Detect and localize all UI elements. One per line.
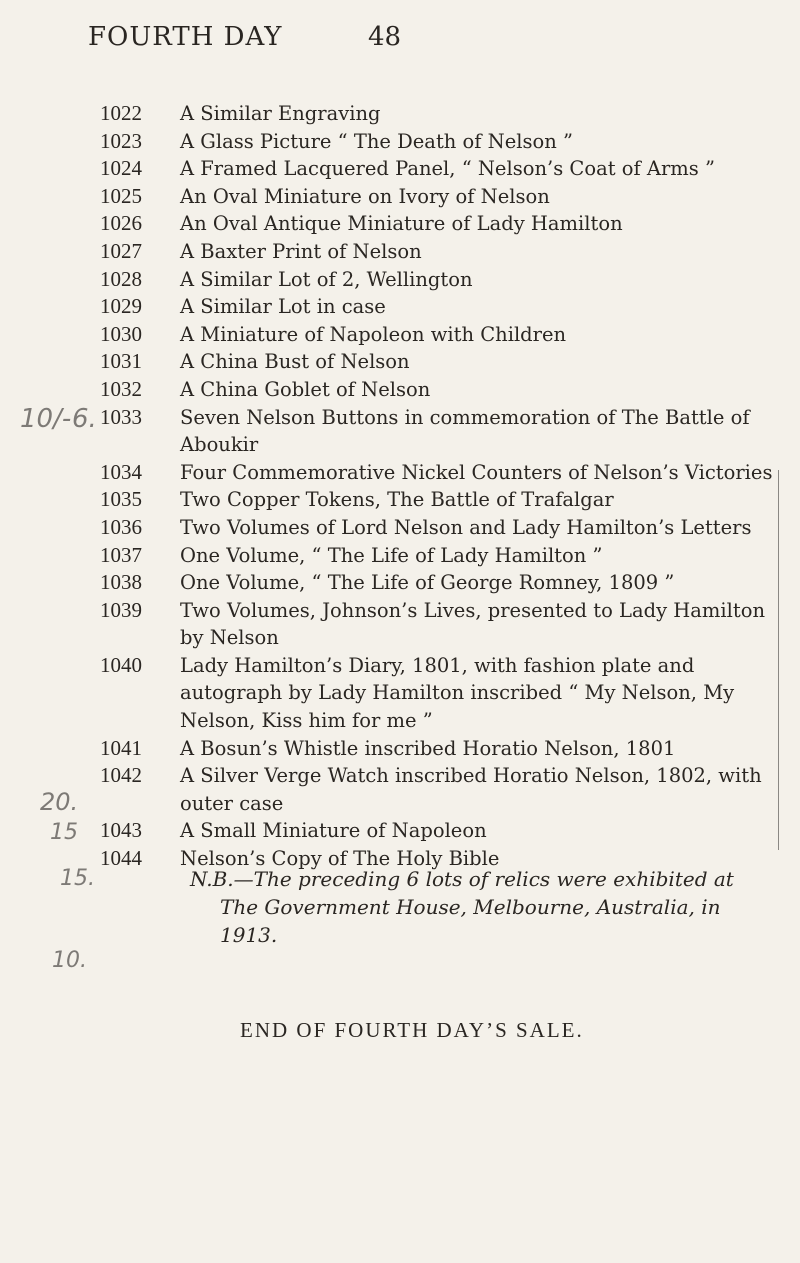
lot-number: 1033 xyxy=(100,404,142,429)
pencil-annotation: 20. xyxy=(40,788,79,816)
page-title: FOURTH DAY xyxy=(88,22,283,52)
lot-row xyxy=(100,321,790,349)
lot-row xyxy=(100,183,790,211)
lot-row xyxy=(100,735,790,763)
lot-number: 1042 xyxy=(100,763,142,788)
lot-description: A Baxter Print of Nelson xyxy=(180,239,422,263)
lot-description: A Similar Lot in case xyxy=(180,295,386,319)
lot-description: A Framed Lacquered Panel, “ Nelson’s Coat of Arms ” xyxy=(180,157,715,181)
lot-description: Lady Hamilton’s Diary, 1801, with fashion plate and autograph by Lady Hamilton inscribed “ My Nelson, My Nelson, Kiss him for me ” xyxy=(180,653,735,733)
lot-number: 1023 xyxy=(100,128,142,153)
lot-number: 1039 xyxy=(100,597,142,622)
lot-row xyxy=(100,238,790,266)
lot-number: 1035 xyxy=(100,487,142,512)
lot-number: 1024 xyxy=(100,156,142,181)
nb-note xyxy=(190,865,740,949)
lot-number: 1027 xyxy=(100,238,142,263)
pencil-annotation: 15 xyxy=(50,820,78,845)
lot-description: Nelson’s Copy of The Holy Bible xyxy=(180,847,500,871)
lot-number: 1040 xyxy=(100,652,142,677)
pencil-annotation: 10. xyxy=(52,948,87,973)
lot-number: 1034 xyxy=(100,459,142,484)
lot-number: 1026 xyxy=(100,211,142,236)
lot-row xyxy=(100,348,790,376)
lot-row xyxy=(100,486,790,514)
lot-description: A Miniature of Napoleon with Children xyxy=(180,322,567,346)
lot-row xyxy=(100,542,790,570)
page-header xyxy=(88,22,728,62)
lot-number: 1030 xyxy=(100,321,142,346)
lot-number: 1041 xyxy=(100,735,142,760)
pencil-annotation: 10/- xyxy=(20,404,72,434)
lot-description: Two Volumes of Lord Nelson and Lady Hamilton’s Letters xyxy=(180,515,752,539)
lot-description: Seven Nelson Buttons in commemoration of The Battle of Aboukir xyxy=(180,405,750,457)
lot-number: 1029 xyxy=(100,294,142,319)
lot-row xyxy=(100,293,790,321)
lot-description: An Oval Antique Miniature of Lady Hamilton xyxy=(180,212,623,236)
lot-description: A Small Miniature of Napoleon xyxy=(180,819,487,843)
lot-row xyxy=(100,652,790,735)
lot-description: A Glass Picture “ The Death of Nelson ” xyxy=(180,129,573,153)
lot-description: A Similar Engraving xyxy=(180,102,381,125)
lot-row xyxy=(100,210,790,238)
end-of-sale-line: END OF FOURTH DAY’S SALE. xyxy=(240,1018,584,1042)
lot-description: A China Bust of Nelson xyxy=(180,350,410,374)
lot-description: A China Goblet of Nelson xyxy=(180,377,431,401)
lot-description: Two Volumes, Johnson’s Lives, presented to Lady Hamilton by Nelson xyxy=(180,598,766,650)
lot-row xyxy=(100,128,790,156)
nb-note-text: N.B.—The preceding 6 lots of relics were exhibited at The Government House, Melbourne, Australia, in 1913. xyxy=(190,867,734,947)
lot-row xyxy=(100,266,790,294)
lot-description: Four Commemorative Nickel Counters of Nelson’s Victories xyxy=(180,460,773,484)
lot-number: 1028 xyxy=(100,266,142,291)
lot-number: 1032 xyxy=(100,376,142,401)
lot-description: A Silver Verge Watch inscribed Horatio Nelson, 1802, with outer case xyxy=(180,764,762,815)
lot-description: A Similar Lot of 2, Wellington xyxy=(180,267,473,291)
lot-row xyxy=(100,569,790,597)
lot-number: 1025 xyxy=(100,183,142,208)
lot-row xyxy=(100,597,790,652)
lot-row xyxy=(100,376,790,404)
lot-number: 1031 xyxy=(100,349,142,374)
lot-row xyxy=(100,514,790,542)
lot-row xyxy=(100,762,790,817)
lot-number: 1044 xyxy=(100,846,142,871)
margin-pencil-line xyxy=(778,470,779,850)
lot-row xyxy=(100,155,790,183)
lot-row xyxy=(100,100,790,128)
lot-row xyxy=(100,817,790,845)
lot-row xyxy=(100,459,790,487)
page-number: 48 xyxy=(368,22,402,52)
lot-number: 1022 xyxy=(100,101,142,125)
lot-description: A Bosun’s Whistle inscribed Horatio Nelson, 1801 xyxy=(180,736,676,760)
lot-description: Two Copper Tokens, The Battle of Trafalgar xyxy=(180,488,614,512)
lot-number: 1038 xyxy=(100,570,142,595)
lot-number: 1043 xyxy=(100,818,142,843)
pencil-annotation: 6. xyxy=(72,404,97,434)
lot-number: 1037 xyxy=(100,542,142,567)
lot-row xyxy=(100,404,790,459)
lot-list xyxy=(100,100,790,873)
lot-description: An Oval Miniature on Ivory of Nelson xyxy=(180,184,550,208)
lot-description: One Volume, “ The Life of Lady Hamilton ” xyxy=(180,543,603,567)
pencil-annotation: 15. xyxy=(60,866,95,891)
lot-number: 1036 xyxy=(100,514,142,539)
lot-description: One Volume, “ The Life of George Romney, 1809 ” xyxy=(180,571,675,595)
